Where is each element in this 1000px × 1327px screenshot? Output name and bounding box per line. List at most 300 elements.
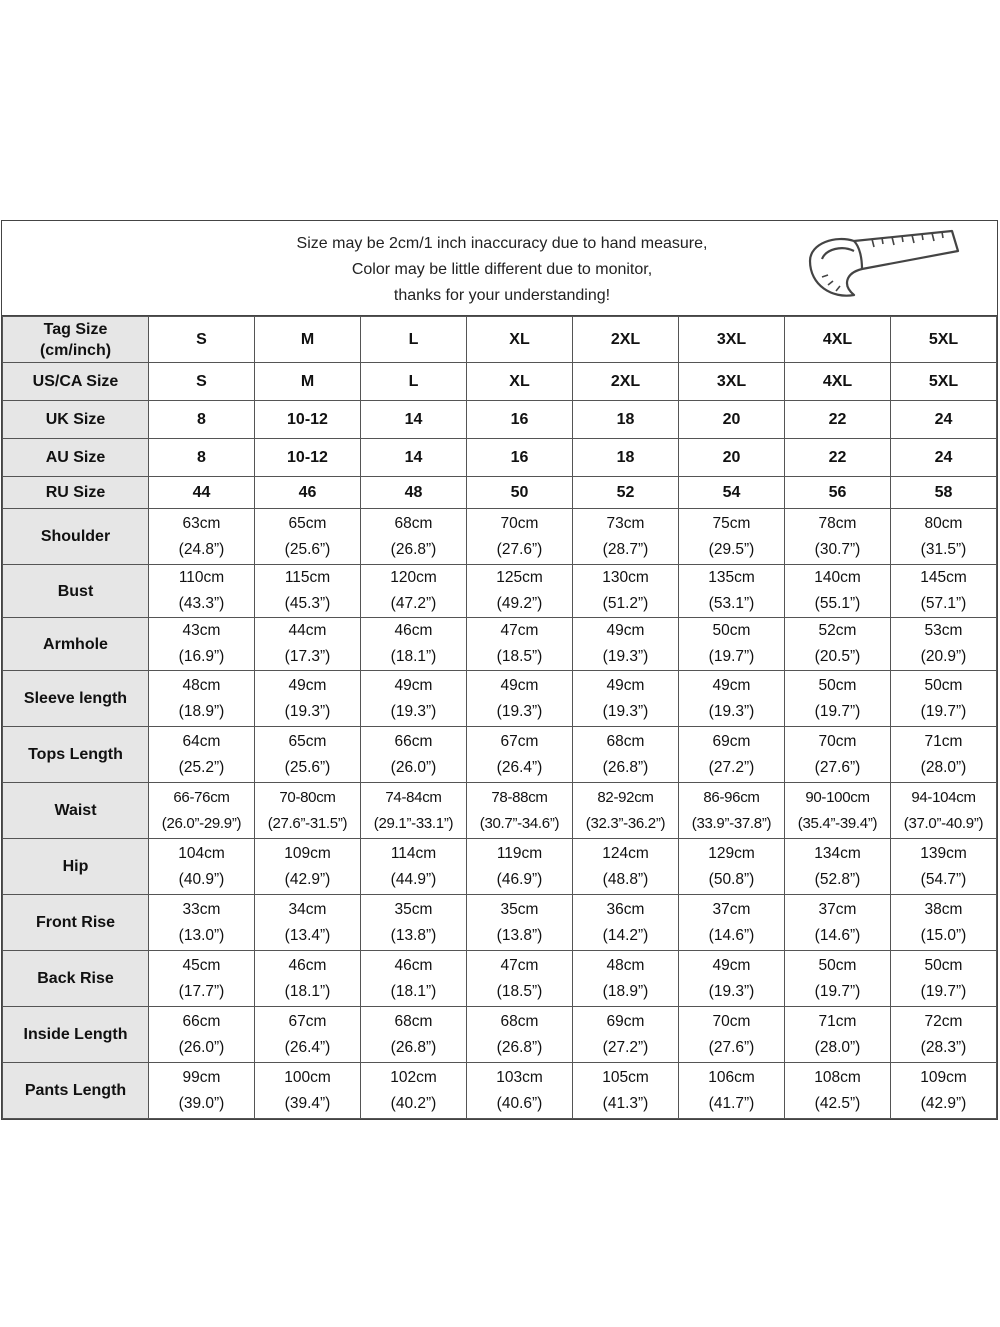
row-label: Armhole [3,618,149,671]
measurement-row [3,727,997,783]
size-cell: 16 [467,439,573,477]
inch-value: (15.0”) [920,926,967,944]
cm-value: 50cm [818,676,857,694]
cm-value: 47cm [500,956,539,974]
measurement-cell [785,509,891,565]
cm-value: 135cm [708,569,755,586]
size-row [3,439,997,477]
inch-value: (55.1”) [814,595,861,612]
measurement-cell [149,783,255,839]
cm-value: 75cm [712,514,751,532]
measurement-cell [785,1007,891,1063]
measurement-cell [149,1063,255,1119]
inch-value: (19.3”) [390,702,437,720]
inch-value: (41.3”) [602,1094,649,1112]
measurement-cell [785,618,891,671]
inch-value: (19.7”) [920,702,967,720]
row-label: AU Size [3,439,149,477]
size-cell: 14 [361,439,467,477]
cm-value: 65cm [288,514,327,532]
inch-value: (17.3”) [284,648,331,665]
cm-value: 33cm [182,900,221,918]
inch-value: (19.7”) [814,702,861,720]
inch-value: (18.1”) [390,648,437,665]
row-label: Hip [3,839,149,895]
size-row [3,401,997,439]
measurement-cell [467,618,573,671]
cm-value: 37cm [818,900,857,918]
cm-value: 71cm [924,732,963,750]
cm-value: 68cm [500,1012,539,1030]
measurement-cell [785,895,891,951]
inch-value: (13.4”) [284,926,331,944]
measurement-cell [785,839,891,895]
cm-value: 129cm [708,844,755,862]
cm-value: 70cm [818,732,857,750]
cm-value: 108cm [814,1068,861,1086]
cm-value: 66cm [182,1012,221,1030]
size-cell: 14 [361,401,467,439]
inch-value: (17.7”) [178,982,225,1000]
inch-value: (35.4”-39.4”) [797,814,878,832]
row-label: Waist [3,783,149,839]
size-cell: 10-12 [255,401,361,439]
inch-value: (50.8”) [708,870,755,888]
cm-value: 145cm [920,569,967,586]
size-cell: 58 [891,477,997,509]
cm-value: 50cm [818,956,857,974]
cm-value: 86-96cm [703,788,760,806]
cm-value: 124cm [602,844,649,862]
cm-value: 110cm [178,569,225,586]
size-row [3,363,997,401]
inch-value: (29.1”-33.1”) [373,814,454,832]
measurement-cell [679,565,785,618]
inch-value: (27.6”) [708,1038,755,1056]
measurement-cell [467,783,573,839]
size-cell: 24 [891,439,997,477]
measurement-cell [255,618,361,671]
measurement-cell [149,727,255,783]
cm-value: 34cm [288,900,327,918]
inch-value: (28.7”) [602,540,649,558]
size-cell: 24 [891,401,997,439]
inch-value: (32.3”-36.2”) [585,814,666,832]
measurement-cell [467,565,573,618]
measurement-cell [361,618,467,671]
inch-value: (26.0”) [178,1038,225,1056]
size-cell: 2XL [573,317,679,363]
measurement-cell [679,783,785,839]
measurement-cell [149,951,255,1007]
measurement-cell [255,1063,361,1119]
measurement-cell [679,951,785,1007]
measurement-row [3,671,997,727]
cm-value: 38cm [924,900,963,918]
measurement-cell [255,1007,361,1063]
inch-value: (42.5”) [814,1094,861,1112]
size-cell: 5XL [891,363,997,401]
size-cell: 3XL [679,363,785,401]
cm-value: 102cm [390,1068,437,1086]
inch-value: (19.3”) [708,702,755,720]
measurement-cell [573,618,679,671]
measurement-cell [785,1063,891,1119]
cm-value: 78cm [818,514,857,532]
inch-value: (46.9”) [496,870,543,888]
cm-value: 99cm [182,1068,221,1086]
measurement-row [3,1007,997,1063]
measurement-cell [149,1007,255,1063]
inch-value: (13.0”) [178,926,225,944]
cm-value: 36cm [606,900,645,918]
inch-value: (28.0”) [920,758,967,776]
measurement-cell [891,727,997,783]
measurement-row [3,895,997,951]
row-label: Inside Length [3,1007,149,1063]
measurement-cell [785,565,891,618]
cm-value: 66-76cm [173,788,230,806]
cm-value: 90-100cm [805,788,870,806]
inch-value: (40.9”) [178,870,225,888]
size-cell: L [361,317,467,363]
size-cell: 22 [785,439,891,477]
measuring-tape-icon [802,225,964,305]
cm-value: 64cm [182,732,221,750]
measurement-cell [891,1007,997,1063]
cm-value: 43cm [182,622,221,639]
inch-value: (31.5”) [920,540,967,558]
inch-value: (29.5”) [708,540,755,558]
measurement-cell [891,895,997,951]
measurement-cell [679,727,785,783]
measurement-cell [573,895,679,951]
cm-value: 66cm [394,732,433,750]
measurement-cell [467,509,573,565]
measurement-cell [467,727,573,783]
size-cell: 44 [149,477,255,509]
measurement-cell [573,1007,679,1063]
cm-value: 48cm [606,956,645,974]
size-cell: 2XL [573,363,679,401]
cm-value: 94-104cm [911,788,976,806]
size-cell: 20 [679,401,785,439]
inch-value: (18.1”) [284,982,331,1000]
size-row [3,317,997,363]
notice-line: thanks for your understanding! [393,287,611,304]
measurement-cell [785,671,891,727]
inch-value: (25.6”) [284,758,331,776]
notice-text [202,231,802,309]
inch-value: (57.1”) [920,595,967,612]
notice-banner [2,221,997,316]
measurement-cell [361,727,467,783]
cm-value: 50cm [924,676,963,694]
inch-value: (13.8”) [390,926,437,944]
inch-value: (18.5”) [496,982,543,1000]
inch-value: (26.0”-29.9”) [161,814,242,832]
inch-value: (18.5”) [496,648,543,665]
inch-value: (26.8”) [390,1038,437,1056]
measurement-cell [149,565,255,618]
measurement-cell [785,783,891,839]
inch-value: (40.2”) [390,1094,437,1112]
inch-value: (19.7”) [920,982,967,1000]
measurement-cell [361,671,467,727]
inch-value: (26.4”) [284,1038,331,1056]
inch-value: (37.0”-40.9”) [903,814,984,832]
measurement-cell [255,783,361,839]
cm-value: 44cm [288,622,327,639]
size-cell: 48 [361,477,467,509]
inch-value: (51.2”) [602,595,649,612]
inch-value: (19.3”) [602,648,649,665]
inch-value: (53.1”) [708,595,755,612]
cm-value: 67cm [288,1012,327,1030]
cm-value: 69cm [712,732,751,750]
measurement-row [3,509,997,565]
cm-value: 109cm [284,844,331,862]
measurement-cell [891,565,997,618]
inch-value: (19.7”) [814,982,861,1000]
cm-value: 35cm [394,900,433,918]
measurement-cell [467,895,573,951]
measurement-cell [573,1063,679,1119]
cm-value: 49cm [288,676,327,694]
inch-value: (16.9”) [178,648,225,665]
inch-value: (41.7”) [708,1094,755,1112]
cm-value: 100cm [284,1068,331,1086]
size-cell: 8 [149,439,255,477]
measurement-cell [573,839,679,895]
row-label: US/CA Size [3,363,149,401]
row-label: Bust [3,565,149,618]
measurement-cell [467,1007,573,1063]
cm-value: 71cm [818,1012,857,1030]
cm-value: 63cm [182,514,221,532]
cm-value: 82-92cm [597,788,654,806]
cm-value: 80cm [924,514,963,532]
measurement-row [3,565,997,618]
inch-value: (39.4”) [284,1094,331,1112]
row-label: Front Rise [3,895,149,951]
cm-value: 49cm [712,956,751,974]
size-cell: 4XL [785,363,891,401]
measurement-row [3,783,997,839]
inch-value: (42.9”) [920,1094,967,1112]
size-cell: S [149,363,255,401]
inch-value: (39.0”) [178,1094,225,1112]
inch-value: (19.3”) [602,702,649,720]
measurement-cell [785,951,891,1007]
cm-value: 114cm [390,844,437,862]
inch-value: (27.2”) [602,1038,649,1056]
measurement-cell [255,895,361,951]
inch-value: (54.7”) [920,870,967,888]
inch-value: (18.9”) [602,982,649,1000]
inch-value: (20.9”) [920,648,967,665]
inch-value: (18.9”) [178,702,225,720]
inch-value: (28.3”) [920,1038,967,1056]
row-label: Back Rise [3,951,149,1007]
measurement-cell [255,951,361,1007]
inch-value: (44.9”) [390,870,437,888]
size-cell: 5XL [891,317,997,363]
measurement-cell [361,1063,467,1119]
cm-value: 106cm [708,1068,755,1086]
cm-value: 49cm [500,676,539,694]
measurement-cell [679,839,785,895]
size-cell: M [255,363,361,401]
cm-value: 46cm [394,956,433,974]
measurement-cell [891,783,997,839]
cm-value: 53cm [924,622,963,639]
measurement-cell [679,618,785,671]
measurement-cell [891,671,997,727]
row-label: Pants Length [3,1063,149,1119]
measurement-cell [361,565,467,618]
measurement-row [3,951,997,1007]
size-cell: 10-12 [255,439,361,477]
measurement-cell [361,1007,467,1063]
measurement-cell [573,951,679,1007]
measurement-cell [255,727,361,783]
measurement-cell [149,671,255,727]
inch-value: (33.9”-37.8”) [691,814,772,832]
notice-line: Size may be 2cm/1 inch inaccuracy due to hand measure, [296,235,708,252]
measurement-cell [573,671,679,727]
inch-value: (49.2”) [496,595,543,612]
inch-value: (26.8”) [602,758,649,776]
cm-value: 49cm [712,676,751,694]
measurement-cell [573,565,679,618]
measurement-cell [679,895,785,951]
cm-value: 49cm [606,622,645,639]
inch-value: (26.4”) [496,758,543,776]
measurement-cell [255,839,361,895]
inch-value: (14.6”) [708,926,755,944]
inch-value: (47.2”) [390,595,437,612]
inch-value: (25.6”) [284,540,331,558]
cm-value: 120cm [390,569,437,586]
size-cell: M [255,317,361,363]
measurement-cell [573,727,679,783]
cm-value: 49cm [606,676,645,694]
cm-value: 70cm [500,514,539,532]
size-cell: S [149,317,255,363]
cm-value: 130cm [602,569,649,586]
measurement-cell [891,1063,997,1119]
row-label: Tag Size (cm/inch) [3,317,149,363]
inch-value: (42.9”) [284,870,331,888]
inch-value: (19.3”) [496,702,543,720]
size-cell: 18 [573,401,679,439]
row-label: Sleeve length [3,671,149,727]
inch-value: (45.3”) [284,595,331,612]
cm-value: 70-80cm [279,788,336,806]
size-cell: 56 [785,477,891,509]
measurement-cell [361,509,467,565]
cm-value: 52cm [818,622,857,639]
row-label: Shoulder [3,509,149,565]
measurement-cell [361,951,467,1007]
measurement-cell [149,509,255,565]
cm-value: 104cm [178,844,225,862]
measurement-cell [891,951,997,1007]
cm-value: 70cm [712,1012,751,1030]
inch-value: (27.6”) [814,758,861,776]
inch-value: (28.0”) [814,1038,861,1056]
cm-value: 74-84cm [385,788,442,806]
notice-line: Color may be little different due to monitor, [351,261,653,278]
size-cell: XL [467,317,573,363]
measurement-cell [361,783,467,839]
inch-value: (26.8”) [390,540,437,558]
cm-value: 68cm [394,514,433,532]
measurement-cell [467,951,573,1007]
measurement-cell [255,509,361,565]
measurement-cell [891,509,997,565]
measurement-cell [255,671,361,727]
cm-value: 140cm [814,569,861,586]
measurement-cell [679,1063,785,1119]
size-cell: 4XL [785,317,891,363]
cm-value: 45cm [182,956,221,974]
inch-value: (14.2”) [602,926,649,944]
measurement-cell [679,671,785,727]
inch-value: (25.2”) [178,758,225,776]
measurement-cell [361,895,467,951]
cm-value: 35cm [500,900,539,918]
size-cell: 8 [149,401,255,439]
measurement-cell [679,509,785,565]
cm-value: 67cm [500,732,539,750]
size-cell: 20 [679,439,785,477]
inch-value: (48.8”) [602,870,649,888]
measurement-cell [361,839,467,895]
measurement-cell [149,618,255,671]
cm-value: 103cm [496,1068,543,1086]
inch-value: (26.0”) [390,758,437,776]
cm-value: 115cm [284,569,331,586]
inch-value: (40.6”) [496,1094,543,1112]
cm-value: 46cm [288,956,327,974]
size-cell: 50 [467,477,573,509]
size-cell: 54 [679,477,785,509]
row-label: UK Size [3,401,149,439]
row-label: Tops Length [3,727,149,783]
inch-value: (27.6”) [496,540,543,558]
size-cell: L [361,363,467,401]
measurement-cell [573,783,679,839]
measurement-cell [149,895,255,951]
size-cell: 3XL [679,317,785,363]
cm-value: 139cm [920,844,967,862]
cm-value: 46cm [394,622,433,639]
cm-value: 125cm [496,569,543,586]
size-cell: 46 [255,477,361,509]
cm-value: 69cm [606,1012,645,1030]
cm-value: 49cm [394,676,433,694]
measurement-row [3,618,997,671]
cm-value: 134cm [814,844,861,862]
inch-value: (27.6”-31.5”) [267,814,348,832]
cm-value: 68cm [394,1012,433,1030]
cm-value: 109cm [920,1068,967,1086]
inch-value: (52.8”) [814,870,861,888]
size-row [3,477,997,509]
cm-value: 78-88cm [491,788,548,806]
